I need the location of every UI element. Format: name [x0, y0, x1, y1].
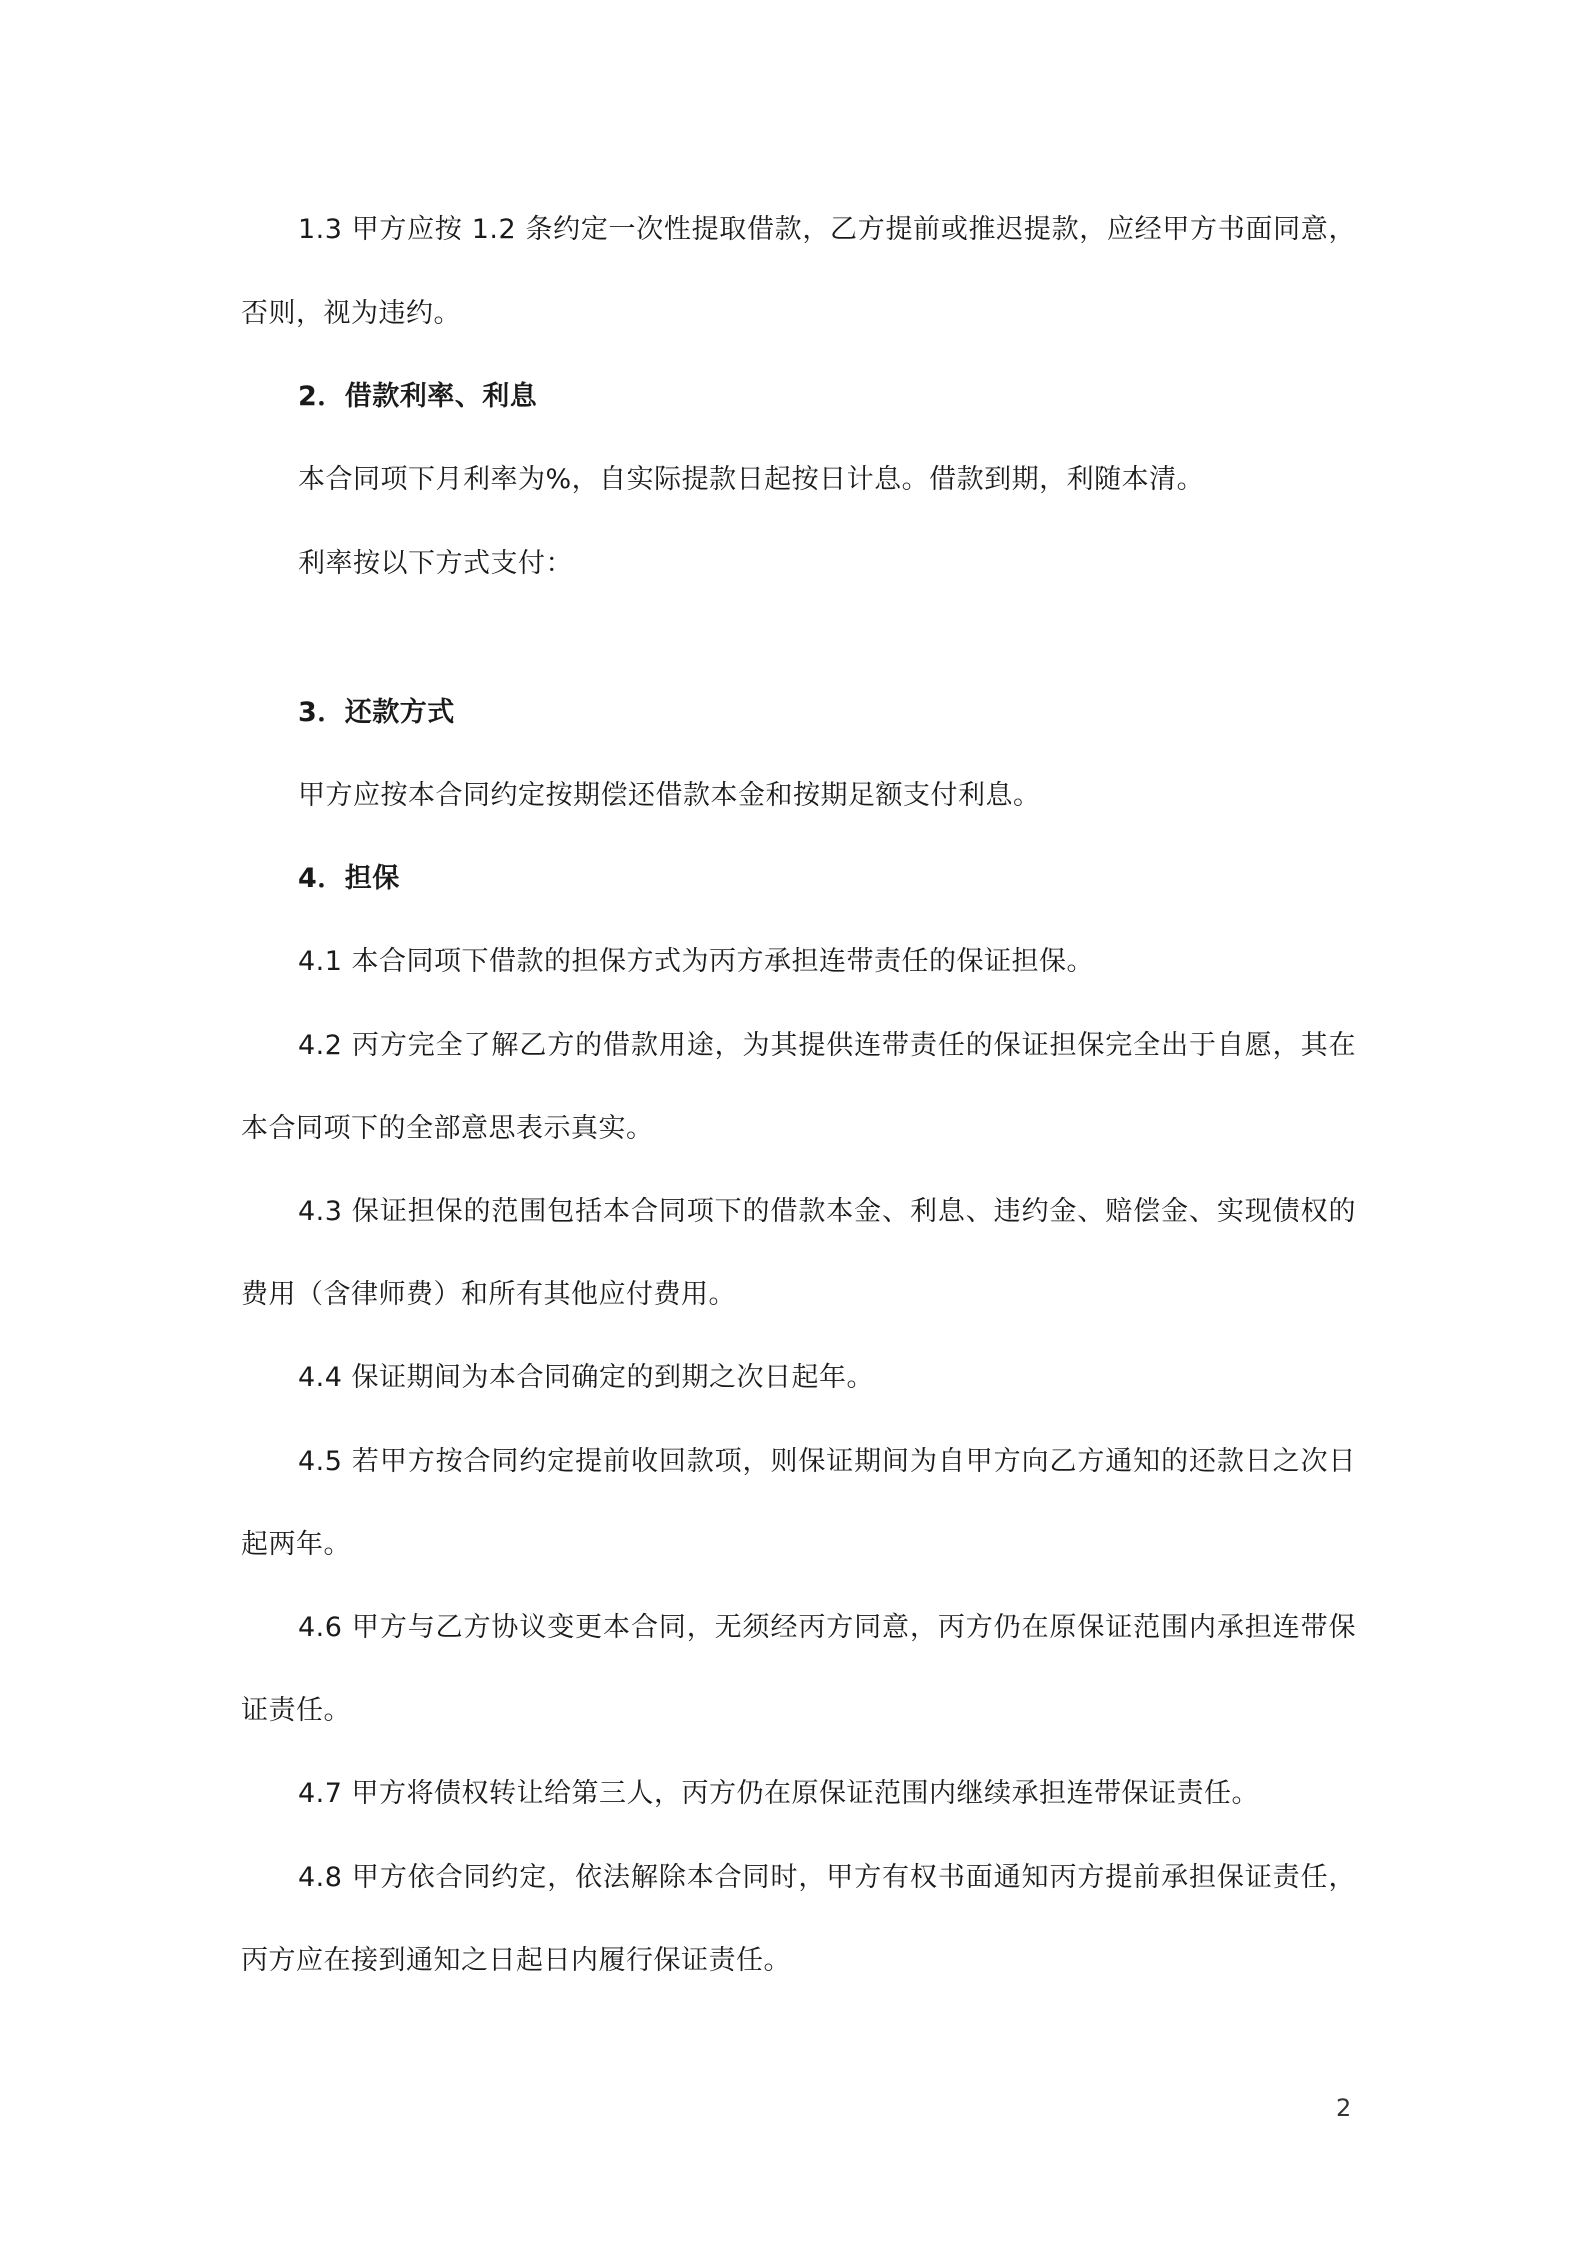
clause-4-3-line-1: 4.3 保证担保的范围包括本合同项下的借款本金、利息、违约金、赔偿金、实现债权的 — [298, 1196, 1356, 1227]
section-4-heading: 4．担保 — [298, 863, 400, 894]
clause-4-1: 4.1 本合同项下借款的担保方式为丙方承担连带责任的保证担保。 — [298, 946, 1095, 977]
page-number: 2 — [1336, 2094, 1352, 2122]
section-3-heading: 3．还款方式 — [298, 697, 455, 728]
interest-payment-line: 利率按以下方式支付： — [298, 548, 573, 579]
clause-4-5-line-2: 起两年。 — [241, 1529, 351, 1560]
section-2-heading: 2．借款利率、利息 — [298, 381, 538, 412]
clause-1-3-line-1: 1.3 甲方应按 1.2 条约定一次性提取借款，乙方提前或推迟提款，应经甲方书面同意， — [298, 214, 1356, 245]
clause-4-2-line-1: 4.2 丙方完全了解乙方的借款用途，为其提供连带责任的保证担保完全出于自愿，其在 — [298, 1030, 1356, 1061]
clause-4-6-line-1: 4.6 甲方与乙方协议变更本合同，无须经丙方同意，丙方仍在原保证范围内承担连带保 — [298, 1612, 1356, 1643]
clause-4-8-line-2: 丙方应在接到通知之日起日内履行保证责任。 — [241, 1945, 791, 1976]
clause-4-6-line-2: 证责任。 — [241, 1695, 351, 1726]
clause-1-3-line-2: 否则，视为违约。 — [241, 298, 461, 329]
clause-4-7: 4.7 甲方将债权转让给第三人，丙方仍在原保证范围内继续承担连带保证责任。 — [298, 1778, 1260, 1809]
clause-4-4: 4.4 保证期间为本合同确定的到期之次日起年。 — [298, 1362, 875, 1393]
clause-4-5-line-1: 4.5 若甲方按合同约定提前收回款项，则保证期间为自甲方向乙方通知的还款日之次日 — [298, 1446, 1356, 1477]
clause-4-2-line-2: 本合同项下的全部意思表示真实。 — [241, 1113, 654, 1144]
clause-4-3-line-2: 费用（含律师费）和所有其他应付费用。 — [241, 1279, 736, 1310]
section-2-paragraph: 本合同项下月利率为%，自实际提款日起按日计息。借款到期，利随本清。 — [298, 464, 1205, 495]
clause-4-8-line-1: 4.8 甲方依合同约定，依法解除本合同时，甲方有权书面通知丙方提前承担保证责任， — [298, 1862, 1356, 1893]
section-3-paragraph: 甲方应按本合同约定按期偿还借款本金和按期足额支付利息。 — [298, 780, 1041, 811]
